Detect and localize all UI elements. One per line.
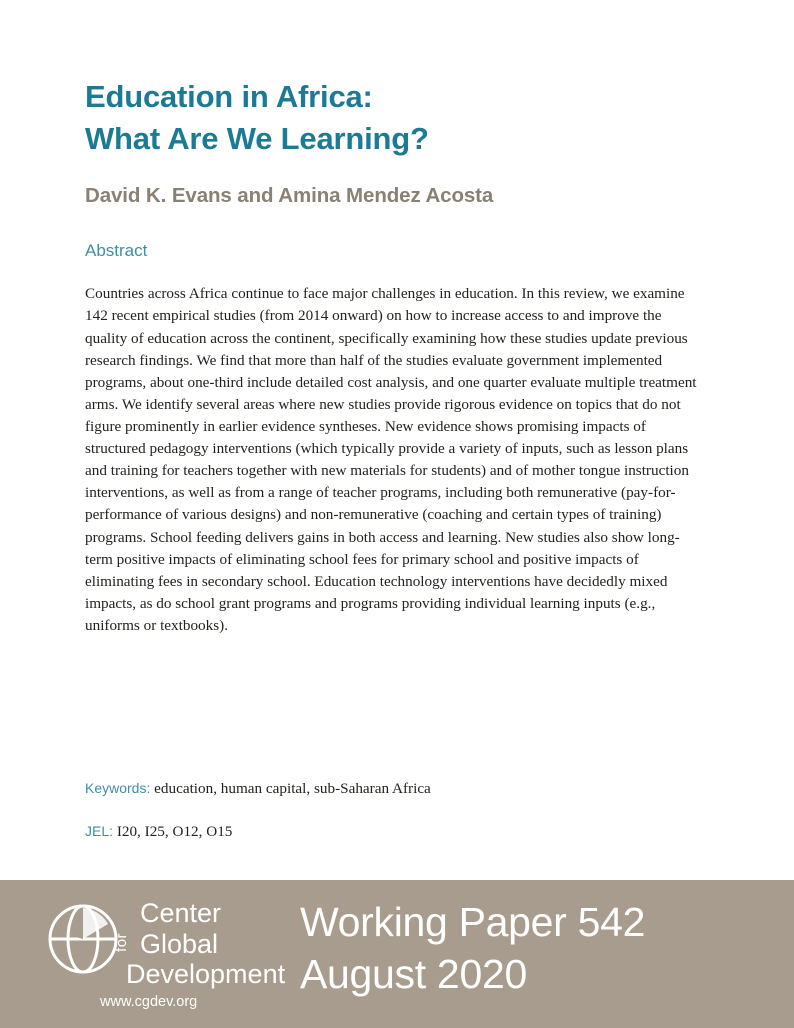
title-line-2: What Are We Learning?: [85, 121, 429, 157]
publication-date: August 2020: [300, 951, 527, 998]
jel-value: I20, I25, O12, O15: [116, 822, 233, 840]
cgd-wordmark: [113, 898, 286, 990]
keywords-value: education, human capital, sub-Saharan Africa: [154, 780, 431, 798]
logo-line-global: Global: [140, 928, 219, 959]
paper-metadata: [85, 637, 705, 844]
cgd-url[interactable]: www.cgdev.org: [100, 994, 198, 1010]
logo-line-center: Center: [140, 898, 222, 928]
authors: David K. Evans and Amina Mendez Acosta: [85, 184, 494, 208]
logo-for: for: [113, 932, 131, 952]
footer-band: [0, 880, 794, 1028]
keywords-line: [85, 778, 705, 801]
globe-icon: [46, 902, 120, 976]
working-paper-info: [300, 896, 645, 1001]
logo-line-development: Development: [126, 959, 286, 989]
working-paper-number: Working Paper 542: [300, 899, 646, 945]
jel-line: [85, 801, 705, 844]
paper-content: [85, 0, 705, 844]
page-title: [85, 0, 705, 160]
abstract-heading: Abstract: [85, 241, 148, 261]
keywords-label: Keywords:: [85, 780, 151, 797]
jel-label: JEL:: [85, 822, 114, 839]
title-line-1: Education in Africa:: [85, 79, 373, 114]
abstract-text: Countries across Africa continue to face major challenges in education. In this review, we examine 142 recent empirical studies (from 2014 onward) on how to increase access to and improve the quality of education across the continent, specifically examining how these studies update previous research findings. We find that more than half of the studies evaluate government implemented programs, about one-third include detailed cost analysis, and one quarter evaluate multiple treatment arms. We identify several areas where new studies provide rigorous evidence on topics that do not figure prominently in earlier evidence syntheses. New evidence shows promising impacts of structured pedagogy interventions (which typically provide a variety of inputs, such as lesson plans and training for teachers together with new materials for students) and of mother tongue instruction interventions, as well as from a range of teacher programs, including both remunerative (pay-for-performance of various designs) and non-remunerative (coaching and certain types of training) programs. School feeding delivers gains in both access and learning. New studies also show long-term positive impacts of eliminating school fees for primary school and positive impacts of eliminating fees in secondary school. Education technology interventions have decidedly mixed impacts, as do school grant programs and programs providing individual learning inputs (e.g., uniforms or textbooks).: [85, 285, 697, 634]
cgd-logo: [38, 890, 286, 1020]
